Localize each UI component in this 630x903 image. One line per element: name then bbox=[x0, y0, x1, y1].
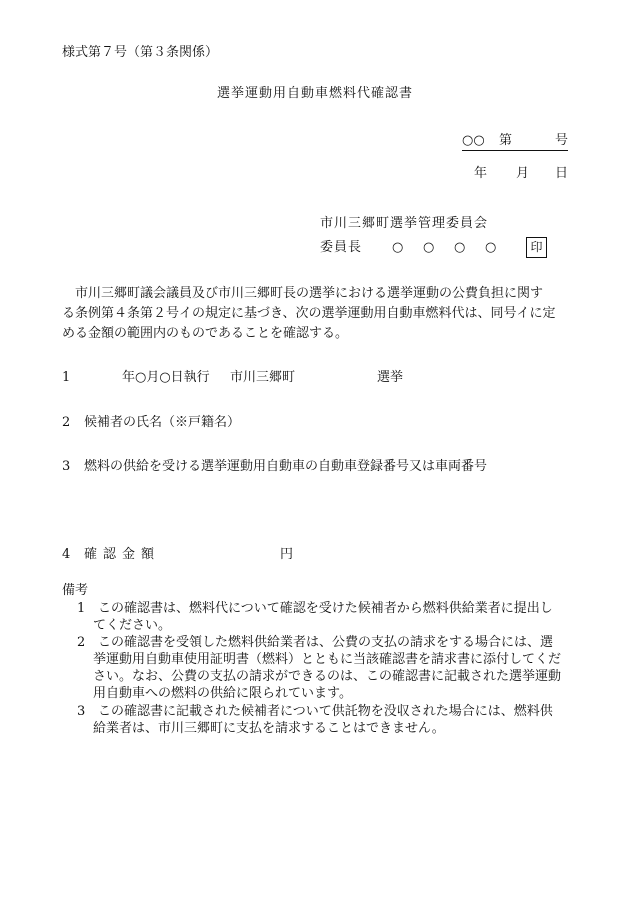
item-number: 2 bbox=[62, 415, 71, 430]
remark-line: てください。 bbox=[93, 618, 172, 633]
remark-line: この確認書を受領した燃料供給業者は、公費の支払の請求をする場合には、選 bbox=[98, 635, 554, 650]
doc-number-prefix: ○○ bbox=[462, 133, 485, 148]
chair-name-placeholder bbox=[392, 241, 516, 254]
remark-line: さい。なお、公費の支払の請求ができるのは、この確認書に記載された選挙運動 bbox=[93, 669, 562, 684]
election-date: 年○月○日執行 bbox=[122, 370, 210, 385]
remarks-title: 備考 bbox=[62, 583, 89, 598]
body-line: める金額の範囲内のものであることを確認する。 bbox=[62, 326, 349, 341]
chair-mark: ○ bbox=[485, 240, 497, 255]
date-month: 月 bbox=[516, 166, 530, 181]
doc-number-go: 号 bbox=[555, 133, 569, 148]
doc-number-dai: 第 bbox=[499, 133, 513, 148]
date-year: 年 bbox=[474, 166, 488, 181]
item-number: 3 bbox=[62, 459, 71, 474]
remark-line: 挙運動用自動車使用証明書（燃料）とともに当該確認書を請求書に添付してくだ bbox=[93, 652, 562, 667]
confirmation-body bbox=[62, 284, 572, 344]
remark-line: 用自動車への燃料の供給に限られています。 bbox=[93, 686, 352, 701]
seal-box: 印 bbox=[526, 237, 547, 258]
document-title: 選挙運動用自動車燃料代確認書 bbox=[216, 86, 413, 101]
date-day: 日 bbox=[555, 166, 569, 181]
yen-unit: 円 bbox=[280, 547, 294, 562]
form-number: 様式第７号（第３条関係） bbox=[62, 45, 219, 60]
item-text: 候補者の氏名（※戸籍名） bbox=[84, 415, 241, 430]
remark-number: 1 bbox=[77, 601, 86, 616]
remark-line: この確認書は、燃料代について確認を受けた候補者から燃料供給業者に提出し bbox=[98, 601, 553, 616]
remark-line: この確認書に記載された候補者について供託物を没収された場合には、燃料供 bbox=[98, 704, 553, 719]
item-number: 4 bbox=[62, 547, 71, 562]
chair-label: 委員長 bbox=[320, 240, 363, 255]
remark-1 bbox=[77, 600, 573, 634]
election-place: 市川三郷町 bbox=[230, 370, 296, 385]
item-election bbox=[62, 370, 404, 385]
remark-3 bbox=[77, 703, 573, 737]
election-type: 選挙 bbox=[377, 370, 404, 385]
item-vehicle-number bbox=[62, 460, 487, 473]
item-confirmed-amount bbox=[62, 547, 294, 562]
item-candidate-name bbox=[62, 416, 240, 429]
remark-number: 2 bbox=[77, 635, 86, 650]
remark-2 bbox=[77, 634, 573, 702]
remark-line: 給業者は、市川三郷町に支払を請求することはできません。 bbox=[93, 721, 445, 736]
item-text: 燃料の供給を受ける選挙運動用自動車の自動車登録番号又は車両番号 bbox=[84, 459, 488, 474]
chair-mark: ○ bbox=[454, 240, 466, 255]
committee-name: 市川三郷町選挙管理委員会 bbox=[320, 216, 489, 231]
item-label: 確認金額 bbox=[84, 547, 161, 562]
chair-mark: ○ bbox=[392, 240, 404, 255]
item-number: 1 bbox=[62, 370, 71, 385]
body-line: 市川三郷町議会議員及び市川三郷町長の選挙における選挙運動の公費負担に関す bbox=[75, 286, 544, 301]
remark-number: 3 bbox=[77, 704, 86, 719]
chair-mark: ○ bbox=[423, 240, 435, 255]
doc-number-underline bbox=[462, 150, 568, 151]
body-line: る条例第４条第２号イの規定に基づき、次の選挙運動用自動車燃料代は、同号イに定 bbox=[62, 306, 556, 321]
